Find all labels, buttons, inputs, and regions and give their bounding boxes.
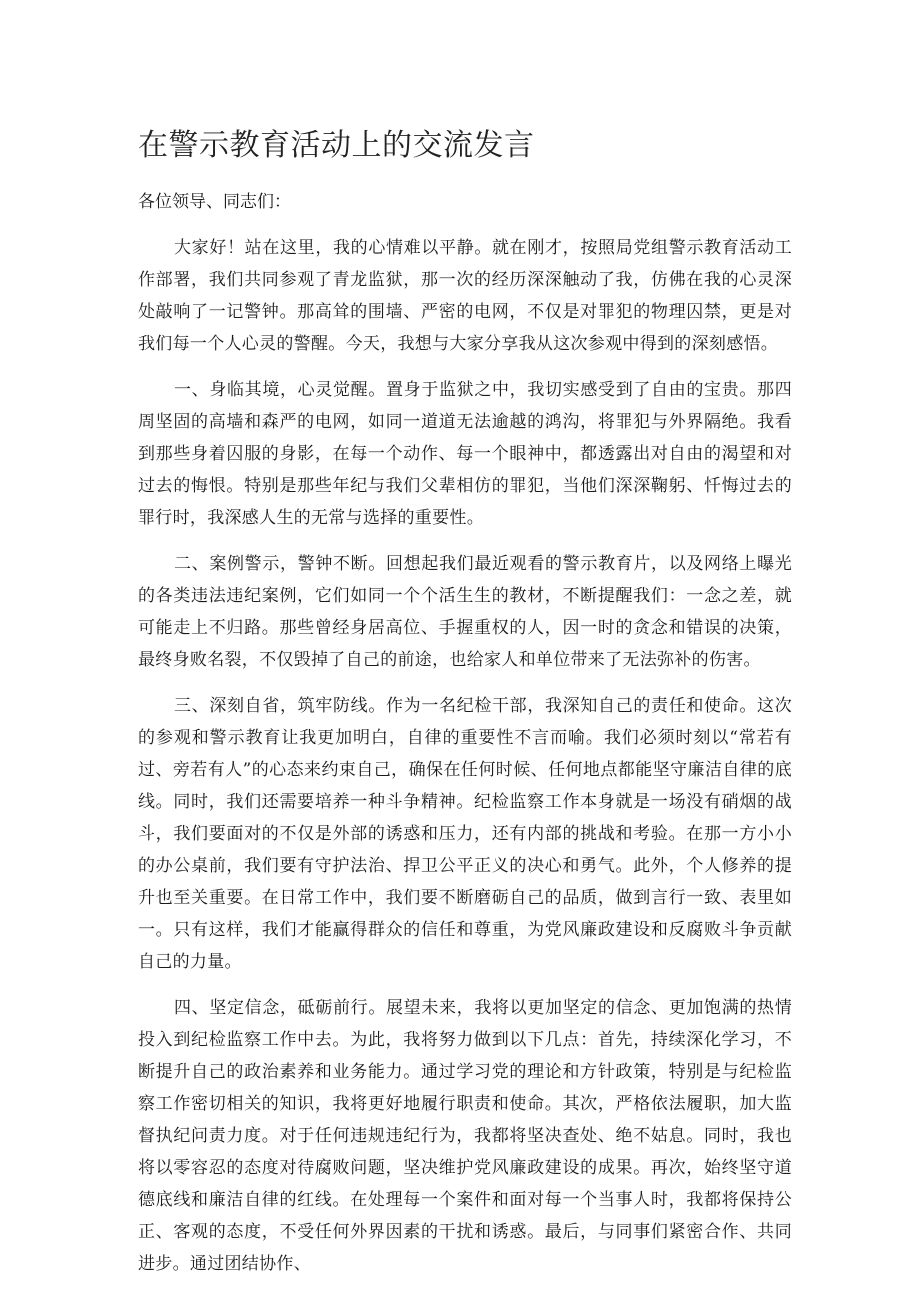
paragraph-opening: 大家好！站在这里，我的心情难以平静。就在刚才，按照局党组警示教育活动工作部署，我们共同参观了青龙监狱，那一次的经历深深触动了我，仿佛在我的心灵深处敲响了一记警钟。那高耸的围墙、严密的电网，不仅是对罪犯的物理囚禁，更是对我们每一个人心灵的警醒。今天，我想与大家分享我从这次参观中得到的深刻感悟。 xyxy=(138,238,792,354)
paragraph-section-4: 四、坚定信念，砥砺前行。展望未来，我将以更加坚定的信念、更加饱满的热情投入到纪检监察工作中去。为此，我将努力做到以下几点：首先，持续深化学习，不断提升自己的政治素养和业务能力。通过学习党的理论和方针政策，特别是与纪检监察工作密切相关的知识，我将更好地履行职责和使命。其次，严格依法履职，加大监督执纪问责力度。对于任何违规违纪行为，我都将坚决查处、绝不姑息。同时，我也将以零容忍的态度对待腐败问题，坚决维护党风廉政建设的成果。再次，始终坚守道德底线和廉洁自律的红线。在处理每一个案件和面对每一个当事人时，我都将保持公正、客观的态度，不受任何外界因素的干扰和诱惑。最后，与同事们紧密合作、共同进步。通过团结协作、 xyxy=(138,998,792,1274)
paragraph-section-2: 二、案例警示，警钟不断。回想起我们最近观看的警示教育片，以及网络上曝光的各类违法违纪案例，它们如同一个个活生生的教材，不断提醒我们：一念之差，就可能走上不归路。那些曾经身居高位、手握重权的人，因一时的贪念和错误的决策，最终身败名裂，不仅毁掉了自己的前途，也给家人和单位带来了无法弥补的伤害。 xyxy=(138,554,792,670)
salutation: 各位领导、同志们： xyxy=(138,192,291,212)
document-title: 在警示教育活动上的交流发言 xyxy=(138,128,535,163)
paragraph-section-3: 三、深刻自省，筑牢防线。作为一名纪检干部，我深知自己的责任和使命。这次的参观和警示教育让我更加明白，自律的重要性不言而喻。我们必须时刻以“常若有过、旁若有人”的心态来约束自己，确保在任何时候、任何地点都能坚守廉洁自律的底线。同时，我们还需要培养一种斗争精神。纪检监察工作本身就是一场没有硝烟的战斗，我们要面对的不仅是外部的诱惑和压力，还有内部的挑战和考验。在那一方小小的办公桌前，我们要有守护法治、捍卫公平正义的决心和勇气。此外，个人修养的提升也至关重要。在日常工作中，我们要不断磨砺自己的品质，做到言行一致、表里如一。只有这样，我们才能赢得群众的信任和尊重，为党风廉政建设和反腐败斗争贡献自己的力量。 xyxy=(138,696,792,972)
paragraph-section-1: 一、身临其境，心灵觉醒。置身于监狱之中，我切实感受到了自由的宝贵。那四周坚固的高墙和森严的电网，如同一道道无法逾越的鸿沟，将罪犯与外界隔绝。我看到那些身着囚服的身影，在每一个动作、每一个眼神中，都透露出对自由的渴望和对过去的悔恨。特别是那些年纪与我们父辈相仿的罪犯，当他们深深鞠躬、忏悔过去的罪行时，我深感人生的无常与选择的重要性。 xyxy=(138,380,792,528)
